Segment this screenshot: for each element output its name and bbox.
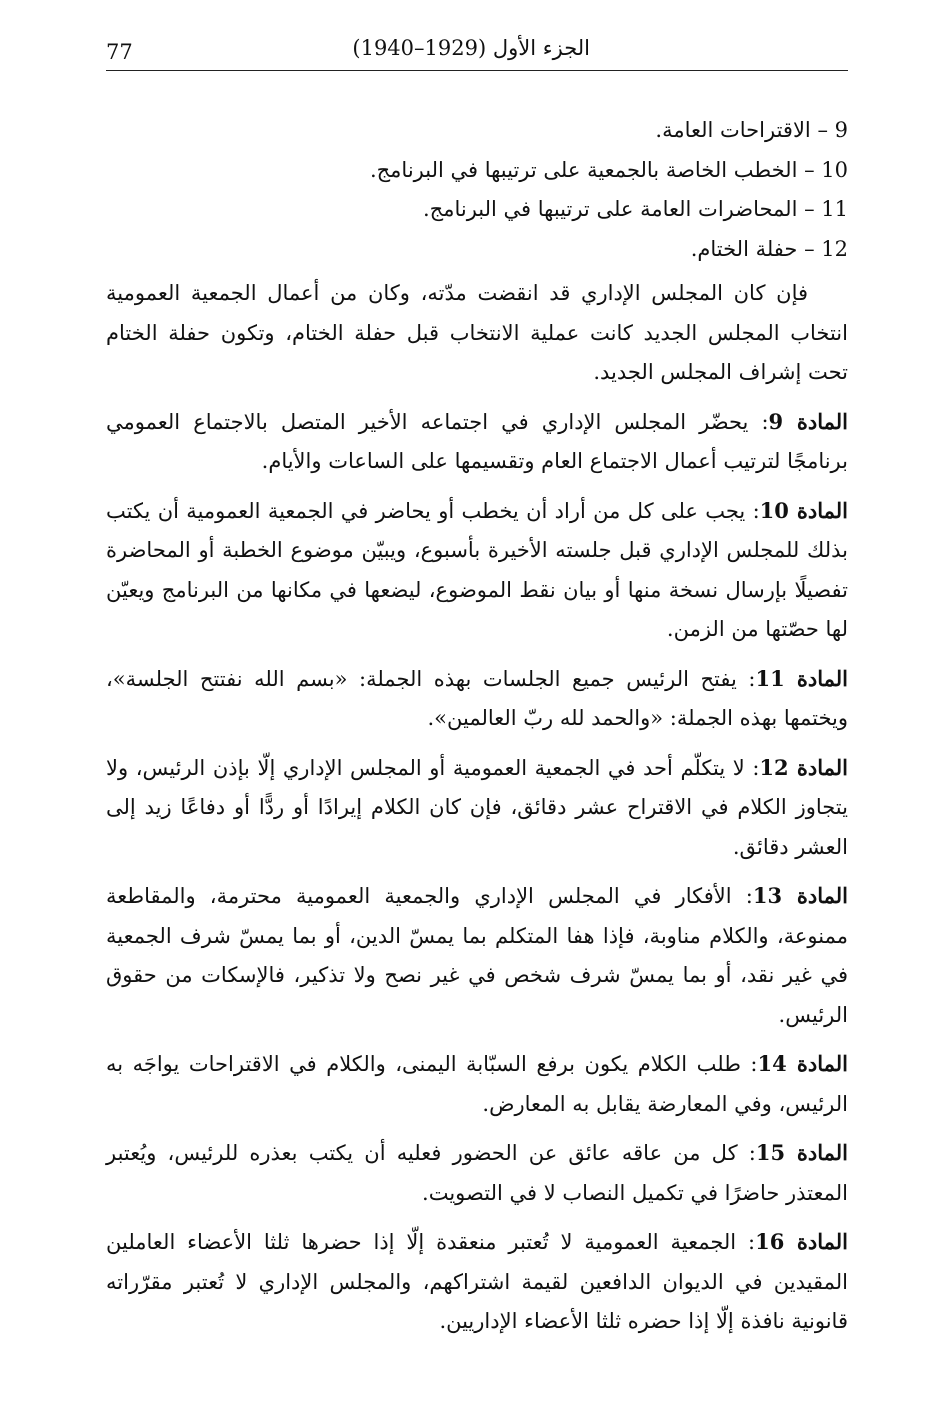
article-text: : كل من عاقه عائق عن الحضور فعليه أن يكتب بعذره للرئيس، ويُعتبر المعتذر حاضرًا في تكميل النصاب لا في التصويت. bbox=[106, 1141, 848, 1205]
article-text: : يحضّر المجلس الإداري في اجتماعه الأخير المتصل بالاجتماع العمومي برنامجًا لترتيب أعمال الاجتماع العام وتقسيمها على الساعات والأيام. bbox=[106, 409, 848, 473]
article-16 bbox=[106, 1222, 848, 1342]
page-number: 77 bbox=[106, 40, 133, 64]
article-label: المادة 14 bbox=[757, 1051, 849, 1076]
article-13 bbox=[106, 876, 848, 1035]
article-label: المادة 10 bbox=[759, 497, 848, 523]
page-header bbox=[106, 34, 848, 71]
article-label: المادة 15 bbox=[755, 1140, 848, 1165]
article-text: : يجب على كل من أراد أن يخطب أو يحاضر في الجمعية العمومية أن يكتب بذلك للمجلس الإداري قبل جلسته الأخيرة بأسبوع، ويبيّن موضوع الخطبة أو المحاضرة تفصيلًا بإرسال نسخة منها أو بيان نقط الموضوع، ليضعها في مكانها من البرنامج ويعيّن لها حصّتها من الزمن. bbox=[106, 498, 848, 641]
program-list bbox=[106, 111, 848, 269]
list-item: 12 – حفلة الختام. bbox=[690, 236, 848, 261]
article-12 bbox=[106, 748, 848, 868]
list-item: 10 – الخطب الخاصة بالجمعية على ترتيبها في البرنامج. bbox=[369, 157, 848, 182]
article-text: : الأفكار في المجلس الإداري والجمعية العمومية محترمة، والمقاطعة ممنوعة، والكلام مناوبة، فإذا هفا المتكلم بما يمسّ الدين، أو بما يمسّ شرف الجمعية في غير نقد، أو بما يمسّ شرف شخص في غير نصح ولا تذكير، فالإسكات من حقوق الرئيس. bbox=[106, 884, 848, 1027]
article-label: المادة 9 bbox=[768, 408, 849, 434]
article-10 bbox=[106, 491, 848, 650]
article-text: : لا يتكلّم أحد في الجمعية العمومية أو المجلس الإداري إلّا بإذن الرئيس، ولا يتجاوز الكلام في الاقتراح عشر دقائق، فإن كان الكلام إيرادًا أو ردًّا أو دفاعًا زيد إلى العشر دقائق. bbox=[106, 755, 848, 859]
article-label: المادة 11 bbox=[755, 665, 848, 691]
article-text: : يفتح الرئيس جميع الجلسات بهذه الجملة: «بسم الله نفتتح الجلسة»، ويختمها بهذه الجملة: «والحمد لله ربّ العالمين». bbox=[106, 666, 848, 730]
article-label: المادة 12 bbox=[759, 754, 848, 780]
article-label: المادة 16 bbox=[755, 1229, 849, 1254]
article-15 bbox=[106, 1133, 848, 1213]
book-page bbox=[106, 34, 848, 1364]
article-label: المادة 13 bbox=[752, 883, 848, 908]
page-body bbox=[106, 111, 848, 1342]
article-11 bbox=[106, 659, 848, 739]
list-item: 11 – المحاضرات العامة على ترتيبها في البرنامج. bbox=[422, 197, 848, 221]
article-9 bbox=[106, 402, 848, 482]
list-item: 9 – الاقتراحات العامة. bbox=[655, 118, 848, 142]
running-title: الجزء الأول (1929–1940) bbox=[352, 36, 590, 60]
article-text: : طلب الكلام يكون برفع السبّابة اليمنى، والكلام في الاقتراحات يواجَه به الرئيس، وفي المعارضة يقابل به المعارض. bbox=[106, 1052, 848, 1116]
article-14 bbox=[106, 1044, 848, 1124]
intro-paragraph: فإن كان المجلس الإداري قد انقضت مدّته، وكان من أعمال الجمعية العمومية انتخاب المجلس الجديد كانت عملية الانتخاب قبل حفلة الختام، وتكون حفلة الختام تحت إشراف المجلس الجديد. bbox=[106, 281, 848, 384]
article-text: : الجمعية العمومية لا تُعتبر منعقدة إلّا إذا حضرها ثلثا الأعضاء العاملين المقيدين في الديوان الدافعين لقيمة اشتراكهم، والمجلس الإداري لا تُعتبر مقرّراته قانونية نافذة إلّا إذا حضره ثلثا الأعضاء الإداريين. bbox=[106, 1230, 848, 1333]
